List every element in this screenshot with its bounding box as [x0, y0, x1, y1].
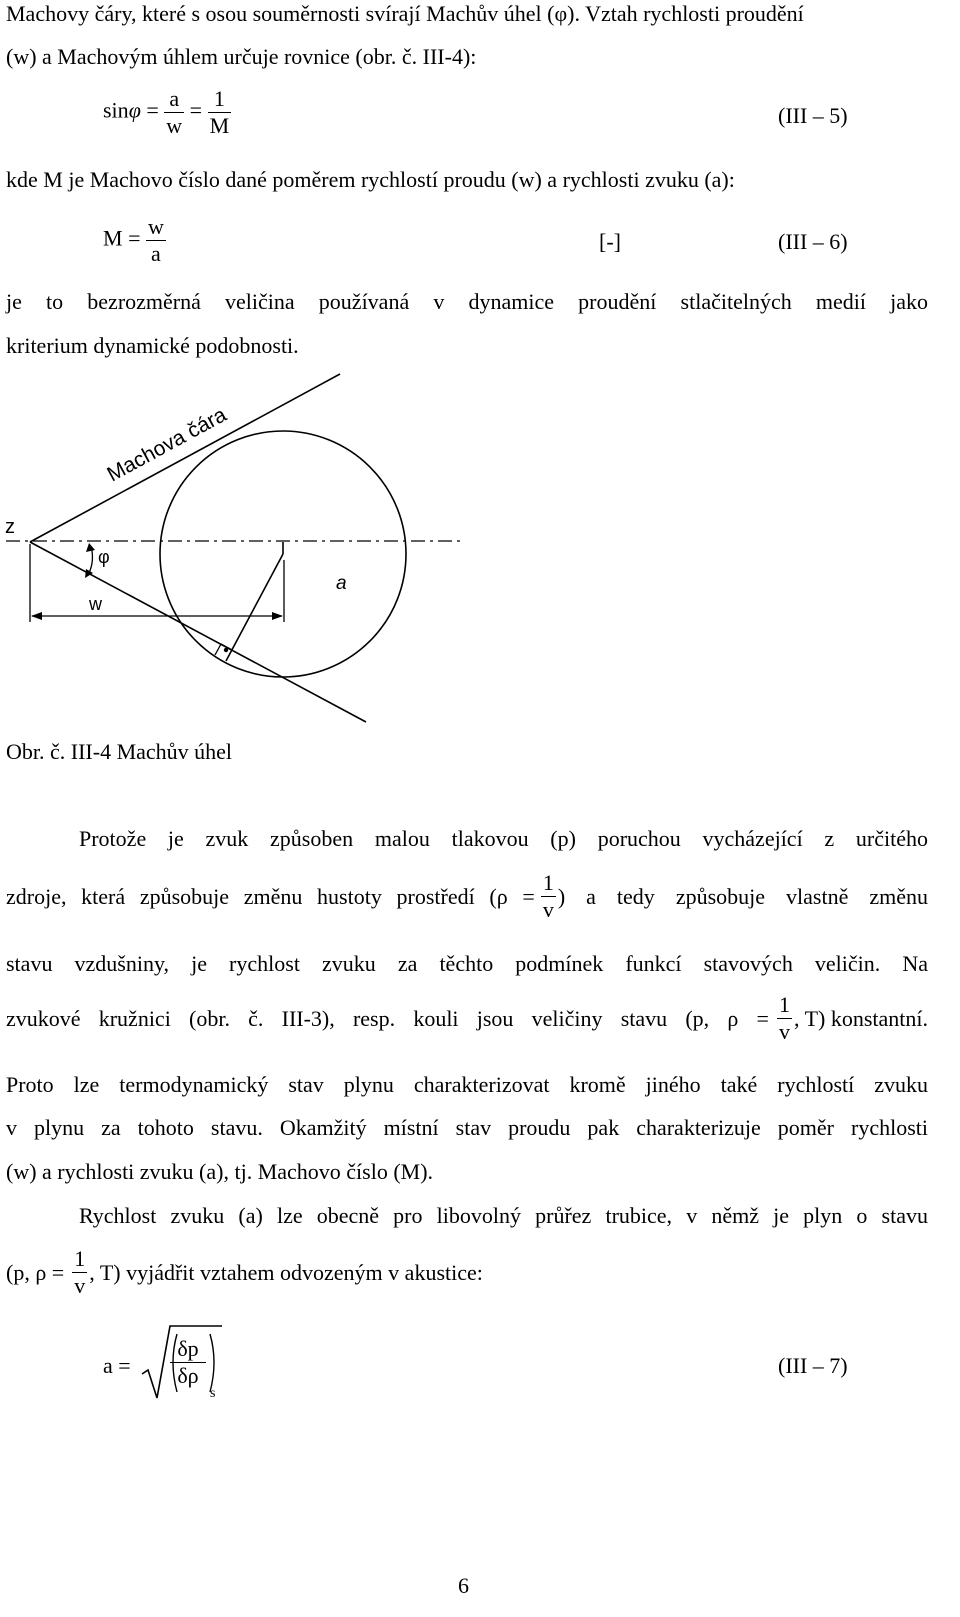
fraction-numerator: 1 [542, 870, 554, 895]
fraction-numerator: a [169, 86, 180, 111]
mach-line-lower [30, 542, 366, 722]
paragraph-line: stavu vzdušniny, je rychlost zvuku za těchto podmínek funkcí stavových veličin. Na [6, 951, 928, 976]
right-paren [210, 1334, 214, 1392]
fraction-1-over-v [777, 992, 792, 1045]
axis-label-z: z [5, 516, 15, 538]
equation-number: (III – 7) [778, 1353, 848, 1378]
equation-number: (III – 5) [778, 103, 848, 128]
paragraph-line: je to bezrozměrná veličina používaná v dynamice proudění stlačitelných medií jako [6, 289, 928, 314]
subscript-s: s [210, 1386, 216, 1401]
fraction-denominator: v [74, 1273, 86, 1298]
fraction-dp-over-drho [170, 1336, 206, 1389]
fraction-denominator: M [209, 113, 230, 138]
paragraph-line-with-fraction [6, 870, 928, 923]
radius-label-a: a [336, 573, 347, 594]
fraction-a-over-w [164, 86, 184, 139]
paragraph-line: Rychlost zvuku (a) lze obecně pro libovolný průřez trubice, v němž je plyn o stavu [79, 1203, 928, 1228]
fraction-numerator: 1 [74, 1246, 86, 1271]
right-angle-dot [224, 648, 228, 652]
fraction-denominator: δρ [170, 1362, 206, 1389]
paragraph-line: Proto lze termodynamický stav plynu charakterizovat kromě jiného také rychlostí zvuku [6, 1072, 928, 1097]
arrowhead-right [272, 612, 283, 620]
mach-line-label: Machova čára [103, 403, 231, 487]
eq-phi: φ [128, 97, 141, 123]
equation-iii-5 [103, 86, 231, 139]
unit-label: [-] [599, 229, 621, 254]
paragraph-line-with-fraction [6, 992, 928, 1045]
text-segment: , T) vyjádřit vztahem odvozeným v akustice: [89, 1259, 483, 1285]
eq7-lhs [103, 1352, 131, 1380]
mach-line-upper [30, 374, 340, 542]
paragraph-line: kde M je Machovo číslo dané poměrem rychlostí proudu (w) a rychlosti zvuku (a): [6, 167, 735, 192]
fraction-w-over-a [146, 214, 166, 267]
text-segment: (p, ρ = [6, 1259, 65, 1285]
fraction-denominator: v [542, 897, 554, 922]
fraction-numerator: δp [177, 1336, 199, 1361]
paragraph-line-with-fraction [6, 1246, 928, 1299]
arrowhead-left [31, 612, 42, 620]
fraction-1-over-m [208, 86, 232, 139]
page-number: 6 [458, 1573, 469, 1598]
eq-sin: sin [103, 97, 129, 123]
paragraph-line: kriterium dynamické podobnosti. [6, 333, 299, 358]
fraction-denominator: v [778, 1019, 790, 1044]
fraction-1-over-v [72, 1246, 87, 1299]
mach-angle-figure [0, 370, 470, 730]
text-segment: zvukové kružnici (obr. č. III-3), resp. kouli jsou veličiny stavu (p, ρ = [6, 1005, 769, 1031]
equation-number: (III – 6) [778, 229, 848, 254]
angle-label-phi: φ [98, 547, 110, 567]
eq-a: a [103, 1353, 113, 1378]
fraction-numerator: 1 [213, 86, 225, 111]
phi-arrow-top [86, 543, 95, 552]
paragraph-line: v plynu za tohoto stavu. Okamžitý místní stav proudu pak charakterizuje poměr rychlosti [6, 1115, 928, 1140]
fraction-1-over-v [541, 870, 556, 923]
fraction-denominator: w [166, 113, 183, 138]
dimension-label-w: w [89, 594, 102, 614]
phi-arrow-bottom [85, 569, 93, 578]
eq-equals: = [146, 97, 159, 123]
fraction-numerator: w [147, 214, 164, 239]
text-segment: ) a tedy způsobuje vlastně změnu [557, 883, 928, 909]
equation-iii-6 [103, 214, 166, 267]
eq-equals: = [128, 225, 141, 251]
text-segment: , T) konstantní. [793, 1005, 928, 1031]
paragraph-line: (w) a Machovým úhlem určuje rovnice (obr. č. III-4): [6, 44, 477, 69]
fraction-numerator: 1 [778, 992, 790, 1017]
eq-m: M [103, 225, 123, 251]
fraction-denominator: a [146, 240, 166, 267]
eq-equals: = [189, 97, 203, 123]
eq-equals: = [118, 1353, 131, 1378]
derivative-fraction [170, 1336, 206, 1389]
paragraph-line: Machovy čáry, které s osou souměrnosti svírají Machův úhel (φ). Vztah rychlosti proudění [6, 1, 804, 26]
text-segment: zdroje, která způsobuje změnu hustoty prostředí (ρ = [6, 883, 535, 909]
paragraph-line: Protože je zvuk způsoben malou tlakovou (p) poruchou vycházející z určitého [79, 826, 928, 851]
radius-line [226, 554, 283, 661]
paragraph-line: (w) a rychlosti zvuku (a), tj. Machovo číslo (M). [6, 1159, 434, 1184]
figure-caption: Obr. č. III-4 Machův úhel [6, 739, 233, 764]
